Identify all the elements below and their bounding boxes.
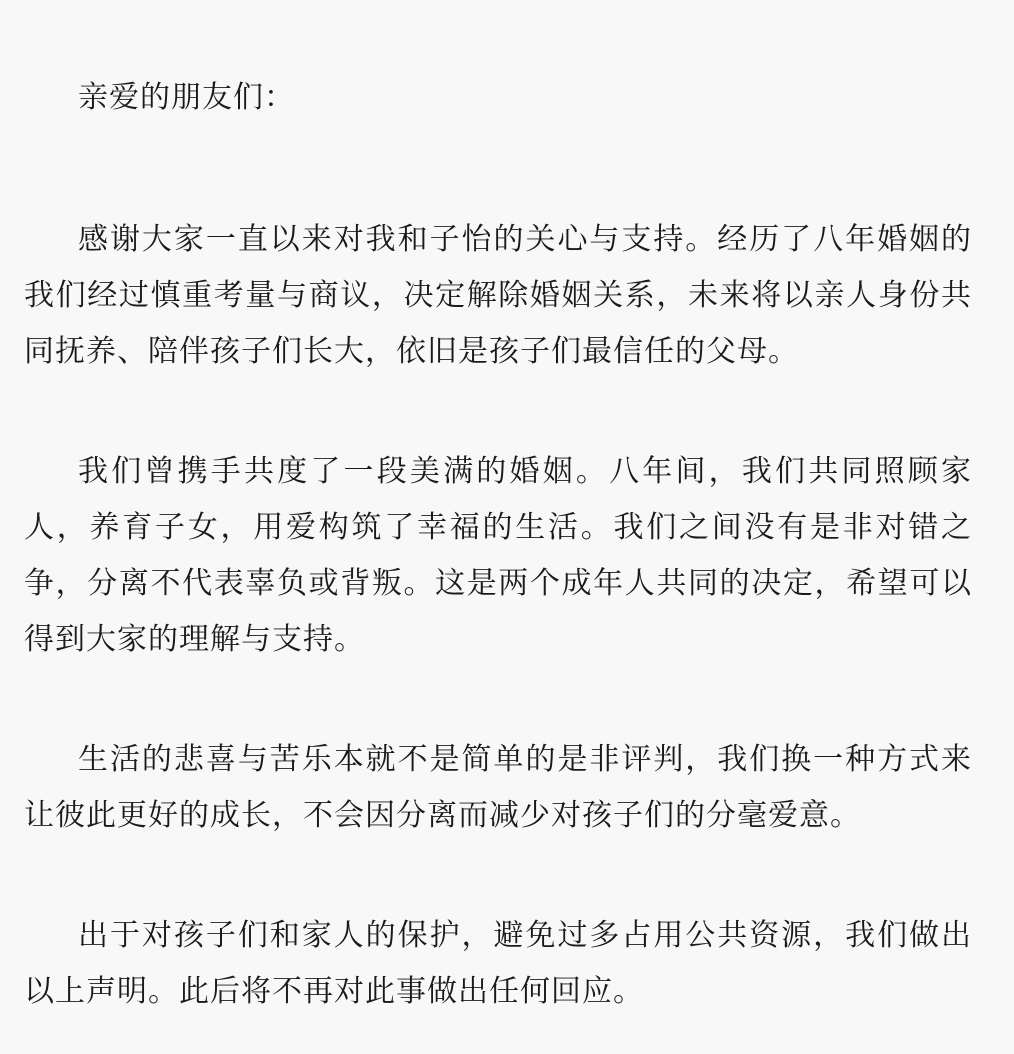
paragraph-marriage: 我们曾携手共度了一段美满的婚姻。八年间，我们共同照顾家人，养育子女，用爱构筑了幸福的生活。我们之间没有是非对错之争，分离不代表辜负或背叛。这是两个成年人共同的决定，希望可以得到大家的理解与支持。 xyxy=(24,454,972,657)
paragraph-thanks: 感谢大家一直以来对我和子怡的关心与支持。经历了八年婚姻的我们经过慎重考量与商议，决定解除婚姻关系，未来将以亲人身份共同抚养、陪伴孩子们长大，依旧是孩子们最信任的父母。 xyxy=(24,222,972,369)
spacer xyxy=(24,380,972,444)
spacer xyxy=(24,844,972,908)
spacer xyxy=(24,126,972,212)
spacer xyxy=(24,668,972,732)
salutation: 亲爱的朋友们： xyxy=(78,80,295,115)
paragraph-life: 生活的悲喜与苦乐本就不是简单的是非评判，我们换一种方式来让彼此更好的成长，不会因分离而减少对孩子们的分毫爱意。 xyxy=(24,742,972,833)
paragraph-closing: 出于对孩子们和家人的保护，避免过多占用公共资源，我们做出以上声明。此后将不再对此事做出任何回应。 xyxy=(24,918,972,1009)
